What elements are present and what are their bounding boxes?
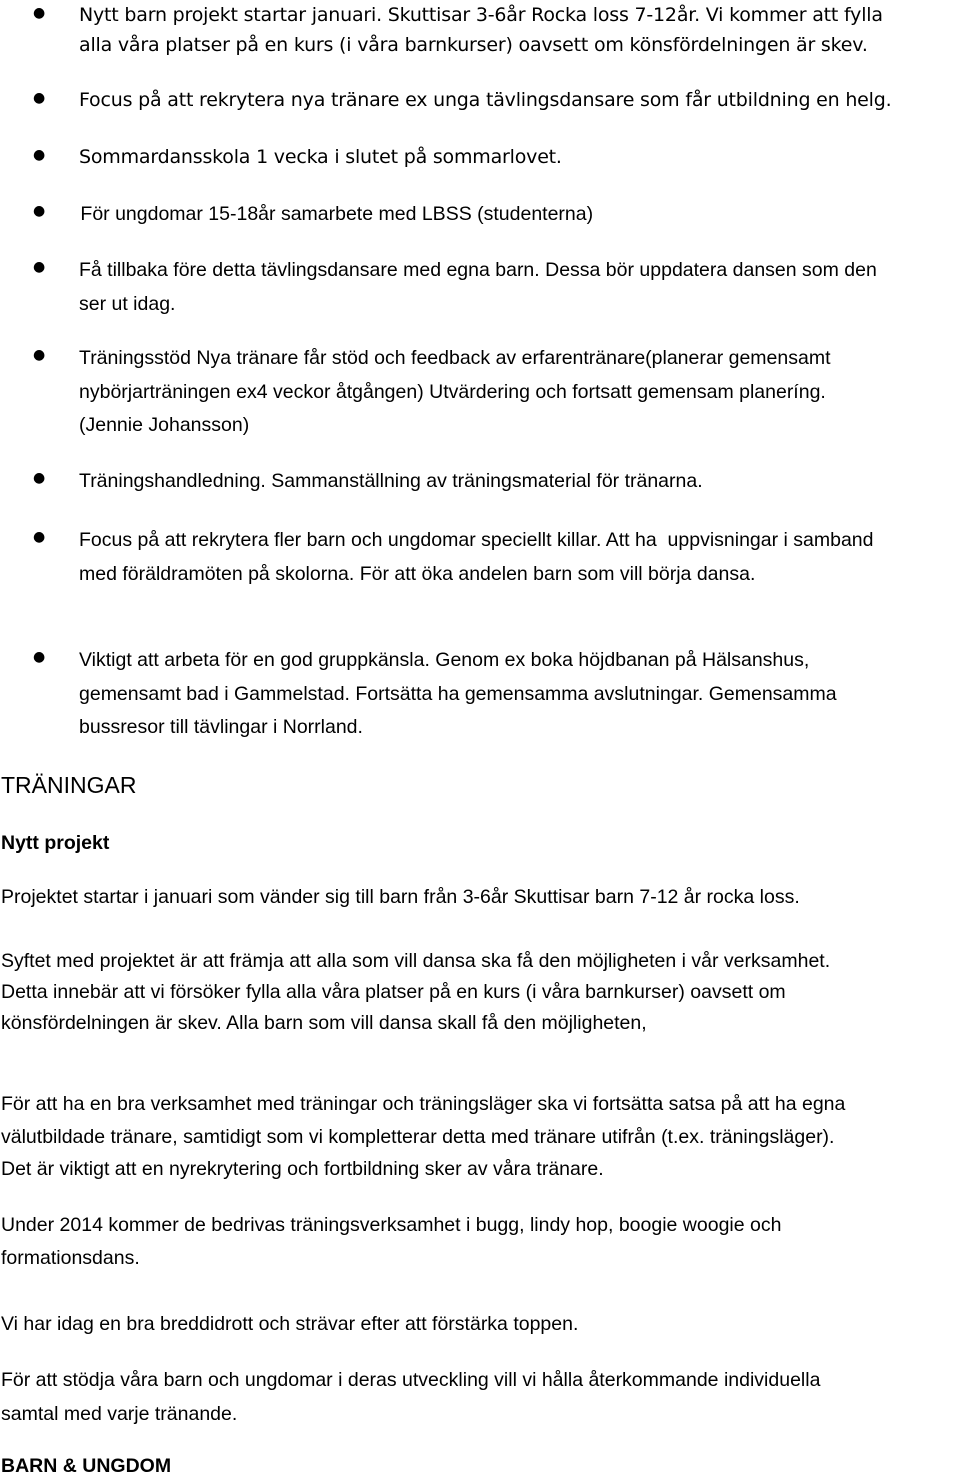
- footer-heading: BARN & UNGDOM: [1, 1455, 172, 1477]
- sub-heading: Nytt projekt: [1, 832, 110, 854]
- list-item-text: Sommardansskola 1 vecka i slutet på sommarlovet.: [79, 146, 562, 168]
- list-item-text: Viktigt att arbeta för en god gruppkänsla. Genom ex boka höjdbanan på Hälsanshus, gemensamt bad i Gammelstad. Fortsätta ha gemensamma avslutningar. Gemensamma bussresor till tävlingar i Norrland.: [79, 649, 837, 738]
- list-item-text: Focus på att rekrytera nya tränare ex unga tävlingsdansare som får utbildning en helg.: [79, 89, 892, 111]
- bullet-icon: ●: [33, 259, 46, 275]
- list-item-text: Focus på att rekrytera fler barn och ungdomar speciellt killar. Att ha uppvisningar i samband med föräldramöten på skolorna. För att öka andelen barn som vill börja dansa.: [79, 529, 874, 585]
- paragraph: Under 2014 kommer de bedrivas träningsverksamhet i bugg, lindy hop, boogie woogie och formationsdans.: [1, 1214, 782, 1269]
- bullet-icon: ●: [33, 470, 46, 486]
- bullet-icon: ●: [33, 5, 46, 21]
- section-heading: TRÄNINGAR: [1, 772, 137, 798]
- bullet-icon: ●: [33, 203, 46, 219]
- bullet-icon: ●: [33, 90, 46, 106]
- paragraph: Projektet startar i januari som vänder sig till barn från 3-6år Skuttisar barn 7-12 år rocka loss.: [1, 886, 800, 908]
- list-item-text: Träningshandledning. Sammanställning av träningsmaterial för tränarna.: [79, 470, 703, 492]
- paragraph: Vi har idag en bra breddidrott och strävar efter att förstärka toppen.: [1, 1313, 579, 1335]
- list-item-text: Träningsstöd Nya tränare får stöd och feedback av erfarentränare(planerar gemensamt nybörjarträningen ex4 veckor åtgången) Utvärdering och fortsatt gemensam planeríng. (Jennie Johansson): [79, 347, 831, 436]
- list-item-text: För ungdomar 15-18år samarbete med LBSS (studenterna): [75, 203, 594, 225]
- paragraph: För att stödja våra barn och ungdomar i deras utveckling vill vi hålla återkommande individuella samtal med varje tränande.: [1, 1369, 821, 1425]
- paragraph: För att ha en bra verksamhet med träningar och träningsläger ska vi fortsätta satsa på att ha egna välutbildade tränare, samtidigt som vi kompletterar detta med tränare utifrån (t.ex. träningsläger). Det är viktigt att en nyrekrytering och fortbildning sker av våra tränare.: [1, 1093, 846, 1180]
- paragraph: Syftet med projektet är att främja att alla som vill dansa ska få den möjligheten i vår verksamhet. Detta innebär att vi försöker fylla alla våra platser på en kurs (i våra barnkurser) oavsett om könsfördelningen är skev. Alla barn som vill dansa skall få den möjligheten,: [1, 950, 831, 1034]
- bullet-icon: ●: [33, 147, 46, 163]
- bullet-icon: ●: [33, 347, 46, 363]
- bullet-icon: ●: [33, 529, 46, 545]
- list-item-text: Få tillbaka före detta tävlingsdansare med egna barn. Dessa bör uppdatera dansen som den ser ut idag.: [79, 259, 877, 315]
- bullet-icon: ●: [33, 649, 46, 665]
- list-item-text: Nytt barn projekt startar januari. Skuttisar 3-6år Rocka loss 7-12år. Vi kommer att fylla alla våra platser på en kurs (i våra barnkurser) oavsett om könsfördelningen är skev.: [79, 4, 883, 56]
